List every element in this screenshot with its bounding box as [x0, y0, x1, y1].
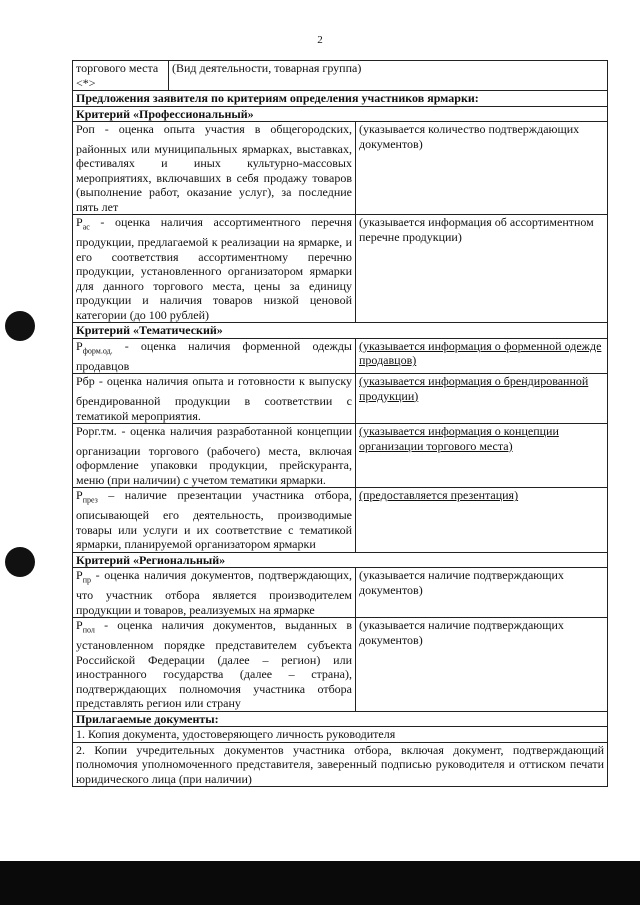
criterion-code: Р: [76, 568, 83, 583]
criterion-description: - оценка наличия ассортиментного перечня продукции, предлагаемой к реализации на ярмарке, и его соответствия ассортиментному перечню продукции, установленного организатором ярмарки для данного торгового места, цены за единицу продукции и наличия товаров низкой ценовой категории (до 100 рублей): [76, 215, 352, 322]
criterion-item-text: [73, 122, 356, 215]
criterion-item-text: [73, 374, 356, 424]
criterion-description: - оценка наличия документов, подтверждающих, что участник отбора является производителем продукции и товаров, реализуемых на ярмарке: [76, 568, 352, 617]
criterion-description: - оценка наличия документов, выданных в установленном порядке представителем субъекта Российской Федерации (далее – регион) или иностранного государства (далее – страна), подтверждающих полномочия участника отбора представлять регион или страну: [76, 618, 352, 711]
criterion-description: – наличие презентации участника отбора, описывающей его деятельность, производимые товары или услуги и их соответствие с тематикой ярмарки, планируемой организатором ярмарки: [76, 488, 352, 552]
criterion-item-row: [73, 374, 608, 424]
criterion-item-text: [73, 618, 356, 711]
criterion-code: Рбр: [76, 374, 95, 389]
criterion-item-note: (указывается информация о концепции организации торгового места): [356, 424, 608, 488]
criterion-item-note: (указывается информация о брендированной продукции): [356, 374, 608, 424]
trade-place-label: торгового места <*>: [73, 61, 169, 91]
criterion-item-note: (предоставляется презентация): [356, 488, 608, 552]
criterion-item-text: [73, 338, 356, 373]
attached-document-item: 2. Копии учредительных документов участника отбора, включая документ, подтверждающий полномочия уполномоченного представителя, заверенный подписью руководителя и оттиском печати юридического лица (при наличии): [73, 742, 608, 787]
criterion-item-row: [73, 338, 608, 373]
criterion-item-row: [73, 618, 608, 711]
criterion-thematic-title: Критерий «Тематический»: [73, 323, 608, 339]
criterion-code: Р: [76, 215, 83, 230]
criterion-item-text: [73, 215, 356, 323]
criterion-item-row: [73, 215, 608, 323]
criterion-item-text: [73, 568, 356, 618]
criterion-code-subscript: ас: [82, 222, 90, 232]
criterion-item-row: [73, 568, 608, 618]
criterion-item-note: (указывается информация об ассортиментном перечне продукции): [356, 215, 608, 323]
page-number: 2: [317, 34, 323, 46]
attached-header-row: [73, 711, 608, 727]
criterion-header-row: [73, 552, 608, 568]
criterion-item-row: [73, 488, 608, 552]
criterion-code: Р: [76, 488, 83, 503]
binder-hole: [5, 547, 35, 577]
activity-type-value: (Вид деятельности, товарная группа): [169, 61, 608, 91]
trade-place-row: [73, 61, 608, 91]
criterion-code-subscript: пр: [82, 575, 91, 585]
criterion-code-subscript: пол: [82, 625, 95, 635]
criterion-description: - оценка опыта участия в общегородских, районных или муниципальных ярмарках, выставках, фестивалях и иных культурно-массовых мероприятиях, включавших в себя продажу товаров (выполнение работ, оказание услуг), за последние пять лет: [76, 122, 352, 214]
scan-edge-band: [0, 861, 640, 905]
criterion-item-text: [73, 424, 356, 488]
criterion-code: Р: [76, 338, 83, 353]
criterion-item-note: (указывается количество подтверждающих документов): [356, 122, 608, 215]
attached-documents-header: Прилагаемые документы:: [73, 711, 608, 727]
binder-hole: [5, 311, 35, 341]
attached-document-row: [73, 742, 608, 787]
attached-document-item: 1. Копия документа, удостоверяющего личность руководителя: [73, 727, 608, 743]
criterion-code: Рорг.тм.: [76, 424, 117, 439]
criterion-item-row: [73, 424, 608, 488]
application-criteria-table: [72, 60, 608, 787]
proposals-header: Предложения заявителя по критериям определения участников ярмарки:: [73, 91, 608, 107]
criterion-item-note: (указывается наличие подтверждающих документов): [356, 618, 608, 711]
criterion-item-note: (указывается информация о форменной одежде продавцов): [356, 338, 608, 373]
criterion-code: Р: [76, 618, 83, 633]
criterion-code-subscript: форм.од.: [82, 346, 113, 356]
criterion-item-text: [73, 488, 356, 552]
attached-document-row: [73, 727, 608, 743]
criterion-item-row: [73, 122, 608, 215]
criterion-description: - оценка наличия опыта и готовности к выпуску брендированной продукции в соответствии с тематикой мероприятия.: [76, 374, 352, 423]
criterion-regional-title: Критерий «Региональный»: [73, 552, 608, 568]
criterion-item-note: (указывается наличие подтверждающих документов): [356, 568, 608, 618]
criterion-code: Роп: [76, 122, 95, 136]
proposals-header-row: [73, 91, 608, 107]
criterion-description: - оценка наличия разработанной концепции организации торгового (рабочего) места, включая оформление упаковки продукции, прейскуранта, меню (при наличии) с учетом тематики ярмарки.: [76, 424, 352, 487]
criterion-code-subscript: през: [82, 495, 98, 505]
criterion-description: - оценка наличия форменной одежды продавцов: [76, 338, 352, 373]
criterion-professional-title: Критерий «Профессиональный»: [73, 106, 608, 122]
criterion-header-row: [73, 323, 608, 339]
criterion-header-row: [73, 106, 608, 122]
